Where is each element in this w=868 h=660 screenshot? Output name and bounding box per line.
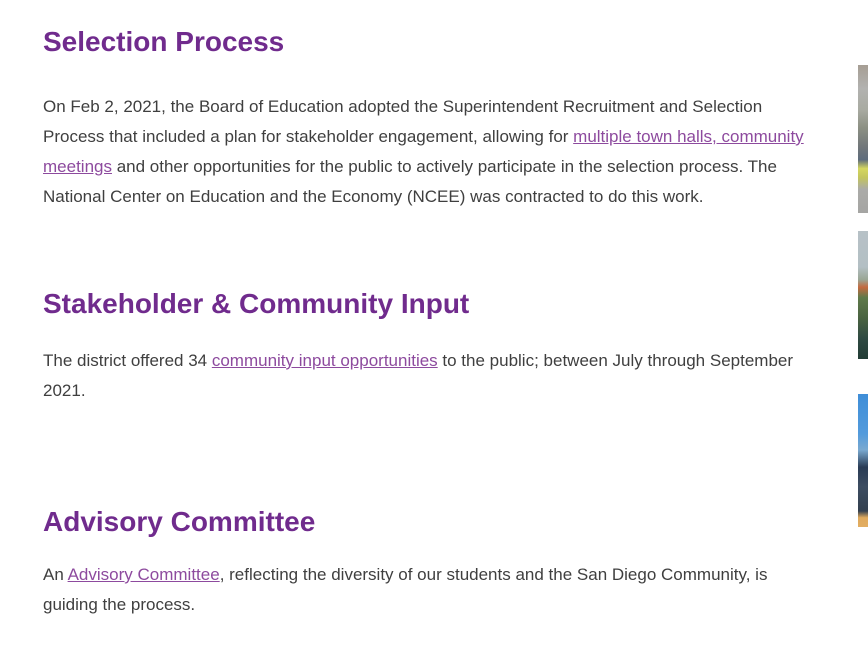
paragraph: [43, 92, 808, 212]
paragraph-text: and other opportunities for the public to actively participate in the selection process. The National Center on Education and the Economy (NCEE) was contracted to do this work.: [43, 157, 777, 206]
photo-thumbnail-3: [858, 394, 868, 527]
right-image-rail: [858, 0, 868, 660]
paragraph-text: An: [43, 565, 68, 584]
community-input-opportunities-link[interactable]: community input opportunities: [211, 351, 438, 370]
photo-thumbnail-1: [858, 65, 868, 213]
photo-thumbnail-2: [858, 231, 868, 359]
section-advisory-committee: [43, 504, 808, 620]
paragraph-text: , reflecting the diversity of our students and the San Diego Community, is guiding the process.: [43, 565, 768, 614]
paragraph-text: to the public; between July through September 2021.: [43, 351, 794, 400]
section-heading: Advisory Committee: [43, 506, 316, 537]
paragraph-text: On Feb 2, 2021, the Board of Education adopted the Superintendent Recruitment and Selection Process that included a plan for stakeholder engagement, allowing for: [43, 97, 763, 146]
paragraph: [43, 346, 808, 406]
article-content: [43, 0, 808, 620]
paragraph: [43, 560, 808, 620]
advisory-committee-link[interactable]: Advisory Committee: [67, 565, 220, 584]
section-heading: Selection Process: [43, 26, 285, 57]
section-selection-process: [43, 24, 808, 212]
section-stakeholder-community-input: [43, 286, 808, 406]
paragraph-text: The district offered 34: [43, 351, 212, 370]
section-heading: Stakeholder & Community Input: [43, 288, 470, 319]
town-halls-link[interactable]: multiple town halls, community meetings: [43, 127, 804, 176]
